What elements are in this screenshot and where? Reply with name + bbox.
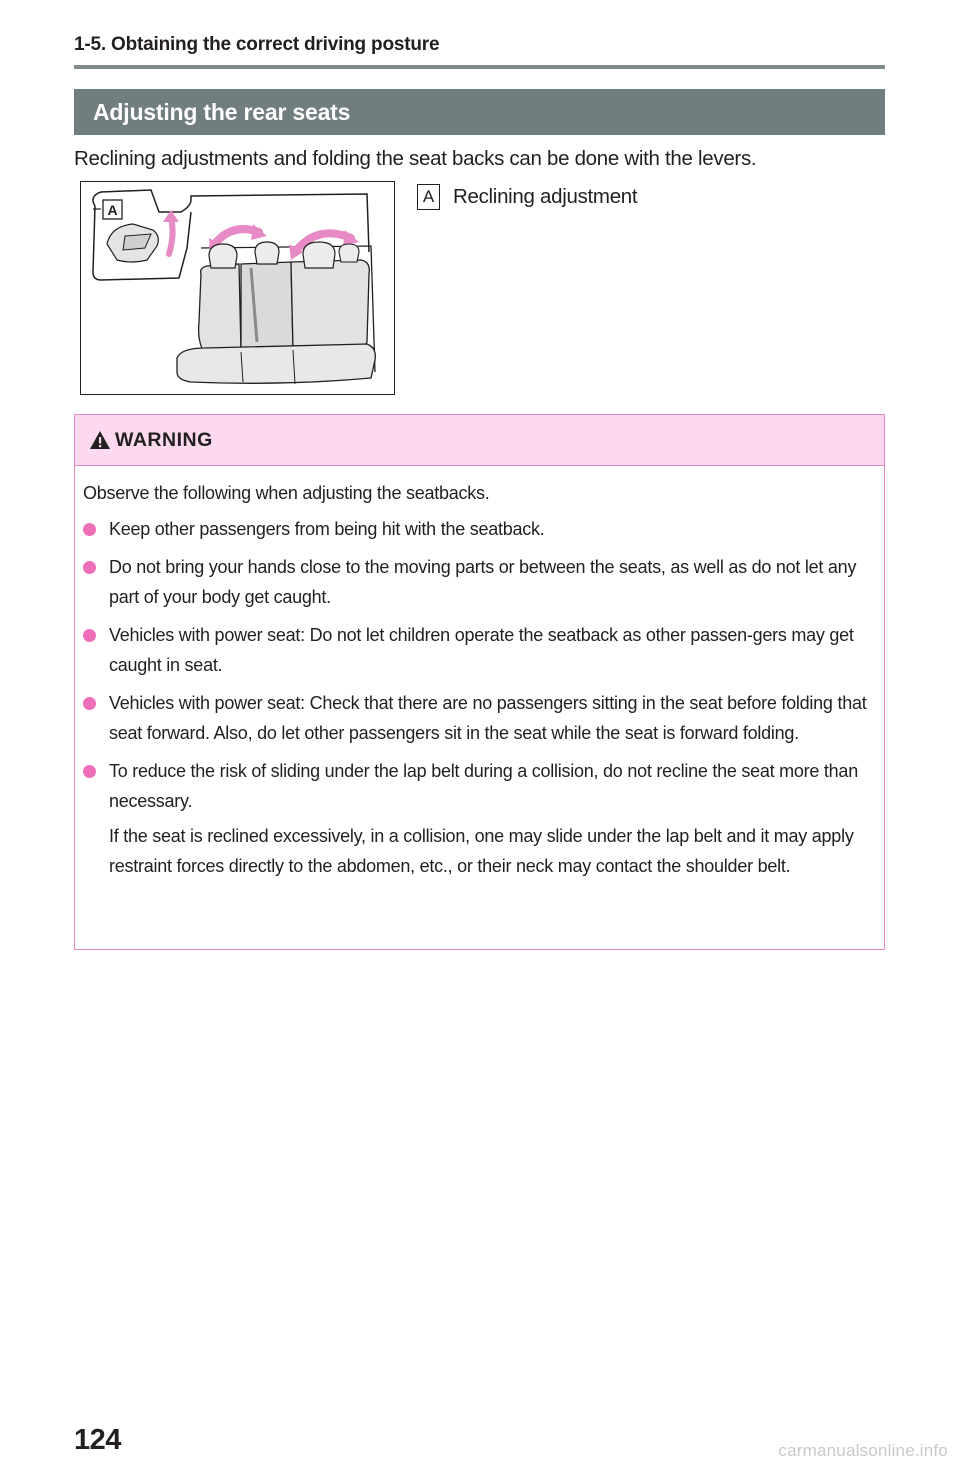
seatback-center <box>241 262 293 352</box>
headrest-left <box>209 244 237 268</box>
warning-item <box>83 689 874 748</box>
rear-seat-illustration <box>80 181 395 395</box>
callout-label: Reclining adjustment <box>453 185 638 208</box>
warning-item-text: Keep other passengers from being hit with the seatback. <box>109 518 545 539</box>
warning-title: WARNING <box>115 428 213 451</box>
section-header: 1-5. Obtaining the correct driving posture <box>74 34 440 55</box>
lever-pull-arrow <box>169 218 173 254</box>
section-title-bar <box>74 89 885 135</box>
warning-item-text: To reduce the risk of sliding under the lap belt during a collision, do not recline the seat more than necessary. <box>109 761 858 811</box>
warning-item-text: Do not bring your hands close to the moving parts or between the seats, as well as do not let any part of your body get caught. <box>109 557 857 607</box>
warning-body <box>75 466 884 881</box>
page-number: 124 <box>74 1424 121 1456</box>
inset-label: A <box>107 202 118 218</box>
warning-item <box>83 757 874 816</box>
seatback-right <box>291 260 369 350</box>
warning-item-text: Vehicles with power seat: Do not let children operate the seatback as other passen-gers may get caught in seat. <box>109 625 854 675</box>
bullet-icon <box>83 523 96 536</box>
warning-item <box>83 553 874 612</box>
warning-header <box>75 415 884 466</box>
watermark: carmanualsonline.info <box>778 1441 948 1460</box>
warning-item <box>83 621 874 680</box>
bullet-icon <box>83 697 96 710</box>
header-rule <box>74 65 885 69</box>
warning-item-text: Vehicles with power seat: Check that there are no passengers sitting in the seat before folding that seat forward. Also, do let other passengers sit in the seat while the seat is forward folding. <box>109 693 867 743</box>
headrest-right <box>303 242 335 268</box>
bullet-icon <box>83 765 96 778</box>
warning-intro: Observe the following when adjusting the seatbacks. <box>83 483 490 503</box>
warning-triangle-icon <box>89 430 111 450</box>
warning-note: If the seat is reclined excessively, in a collision, one may slide under the lap belt and it may apply restraint forces directly to the abdomen, etc., or their neck may contact the shoulder belt. <box>109 826 854 876</box>
bullet-icon <box>83 629 96 642</box>
bullet-icon <box>83 561 96 574</box>
seat-cushion <box>177 344 375 383</box>
warning-box <box>74 414 885 950</box>
warning-item <box>83 515 874 545</box>
rear-seat-drawing <box>81 182 393 393</box>
headrest-center <box>255 242 279 264</box>
callout-letter-box: A <box>417 184 440 210</box>
section-title: Adjusting the rear seats <box>93 98 351 125</box>
seatback-left <box>199 264 241 354</box>
intro-text: Reclining adjustments and folding the seat backs can be done with the levers. <box>74 147 757 170</box>
